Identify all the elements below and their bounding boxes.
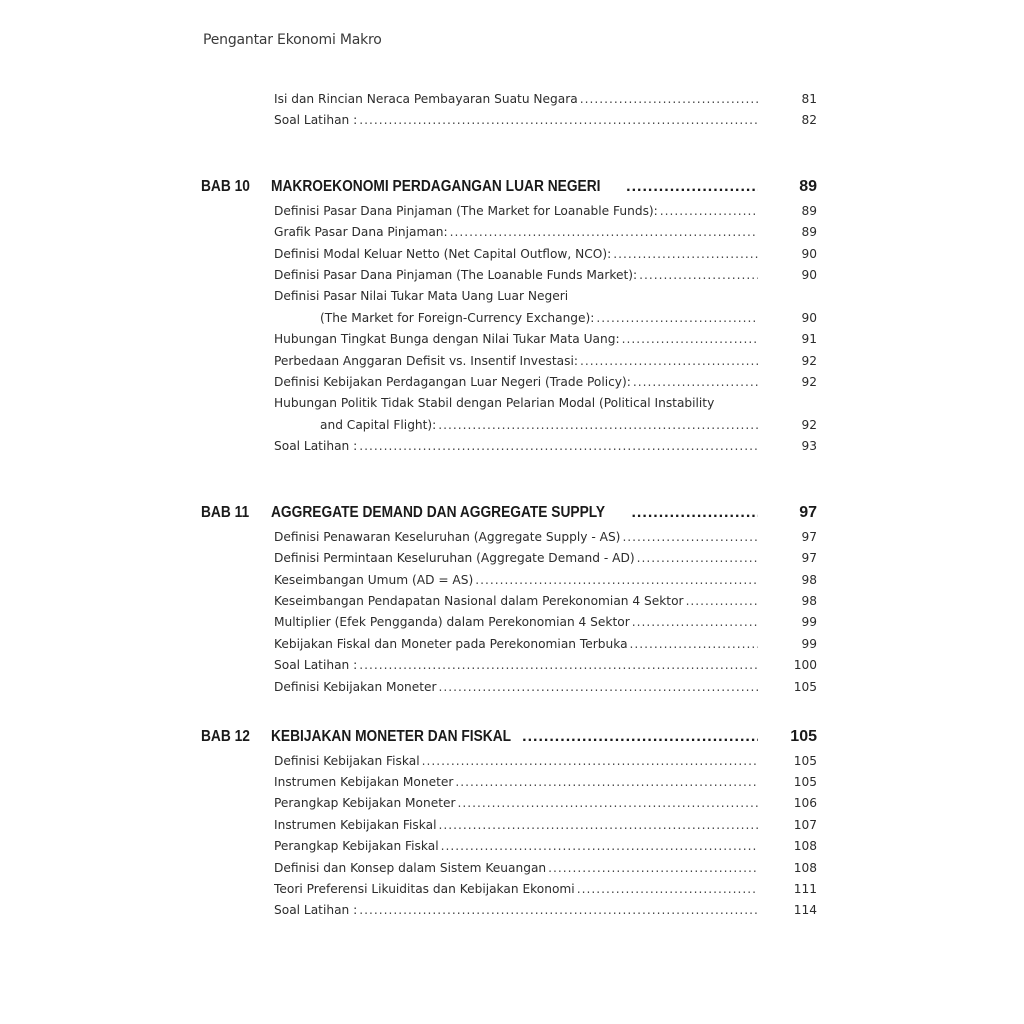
leader-dots [450, 225, 758, 239]
toc-page-number: 89 [801, 204, 817, 218]
running-head: Pengantar Ekonomi Makro [203, 32, 382, 48]
leader-dots [441, 839, 758, 853]
toc-page-number: 82 [801, 113, 817, 127]
toc-entry[interactable] [274, 654, 758, 672]
leader-dots [580, 354, 758, 368]
toc-entry[interactable] [274, 88, 758, 106]
toc-entry-label: Instrumen Kebijakan Fiskal [274, 818, 437, 832]
toc-entry[interactable] [274, 526, 758, 544]
toc-page-number: 105 [793, 754, 817, 768]
leader-dots [631, 504, 758, 522]
chapter-title[interactable] [271, 724, 758, 746]
toc-page-number: 91 [801, 332, 817, 346]
toc-entry[interactable] [274, 633, 758, 651]
toc-entry-label: Instrumen Kebijakan Moneter [274, 775, 454, 789]
toc-entry[interactable] [274, 835, 758, 853]
chapter-title-label: KEBIJAKAN MONETER DAN FISKAL [271, 728, 512, 745]
leader-dots [522, 728, 758, 746]
toc-page-number: 99 [801, 637, 817, 651]
toc-entry-label: Grafik Pasar Dana Pinjaman: [274, 225, 448, 239]
toc-page-number: 98 [801, 594, 817, 608]
toc-entry-label: Definisi Pasar Dana Pinjaman (The Loanable Funds Market): [274, 268, 638, 282]
toc-entry[interactable] [274, 590, 758, 608]
toc-page-number: 106 [793, 796, 817, 810]
toc-page-number: 98 [801, 573, 817, 587]
toc-entry[interactable] [274, 200, 758, 218]
toc-entry-label: Kebijakan Fiskal dan Moneter pada Perekonomian Terbuka [274, 637, 628, 651]
leader-dots [626, 178, 758, 196]
toc-entry[interactable] [274, 350, 758, 368]
chapter-page-number: 89 [799, 178, 817, 195]
toc-entry-label: Definisi Penawaran Keseluruhan (Aggregate Supply - AS) [274, 530, 621, 544]
toc-entry-label: (The Market for Foreign-Currency Exchange): [320, 311, 595, 325]
toc-page-number: 90 [801, 268, 817, 282]
chapter-title[interactable] [271, 500, 758, 522]
toc-entry-label: Definisi Permintaan Keseluruhan (Aggregate Demand - AD) [274, 551, 635, 565]
toc-entry[interactable] [274, 435, 758, 453]
leader-dots [596, 311, 758, 325]
toc-entry[interactable] [274, 547, 758, 565]
leader-dots [686, 594, 758, 608]
leader-dots [359, 439, 758, 453]
leader-dots [359, 658, 758, 672]
toc-page-number: 105 [793, 680, 817, 694]
toc-entry-label: and Capital Flight): [320, 418, 437, 432]
leader-dots [639, 268, 758, 282]
toc-entry-label: Definisi Modal Keluar Netto (Net Capital Outflow, NCO): [274, 247, 612, 261]
leader-dots [630, 637, 758, 651]
leader-dots [577, 882, 758, 896]
leader-dots [359, 113, 758, 127]
chapter-title[interactable] [271, 174, 758, 196]
toc-page-number: 97 [801, 551, 817, 565]
leader-dots [438, 818, 758, 832]
toc-entry[interactable] [274, 792, 758, 810]
toc-entry-label: Soal Latihan : [274, 439, 358, 453]
toc-entry-label: Perangkap Kebijakan Fiskal [274, 839, 439, 853]
leader-dots [458, 796, 758, 810]
chapter-number: BAB 11 [201, 504, 250, 521]
toc-entry-continuation[interactable] [320, 414, 758, 432]
toc-page-number: 93 [801, 439, 817, 453]
toc-entry-label: Definisi Kebijakan Perdagangan Luar Negeri (Trade Policy): [274, 375, 631, 389]
toc-entry-label: Isi dan Rincian Neraca Pembayaran Suatu Negara [274, 92, 578, 106]
toc-entry[interactable] [274, 878, 758, 896]
toc-page-number: 107 [793, 818, 817, 832]
toc-entry-label: Definisi dan Konsep dalam Sistem Keuangan [274, 861, 547, 875]
toc-entry[interactable] [274, 264, 758, 282]
toc-page-number: 92 [801, 418, 817, 432]
toc-page-number: 90 [801, 311, 817, 325]
toc-entry-label: Definisi Pasar Dana Pinjaman (The Market for Loanable Funds): [274, 204, 658, 218]
toc-entry[interactable] [274, 328, 758, 346]
toc-entry-label[interactable]: Hubungan Politik Tidak Stabil dengan Pelarian Modal (Political Instability [274, 396, 715, 410]
toc-entry-continuation[interactable] [320, 307, 758, 325]
toc-page-number: 89 [801, 225, 817, 239]
toc-page-number: 97 [801, 530, 817, 544]
leader-dots [660, 204, 758, 218]
chapter-page-number: 97 [799, 504, 817, 521]
leader-dots [633, 375, 758, 389]
toc-entry-label: Soal Latihan : [274, 658, 358, 672]
toc-entry[interactable] [274, 371, 758, 389]
chapter-page-number: 105 [790, 728, 817, 745]
toc-entry-label: Soal Latihan : [274, 113, 358, 127]
toc-entry-label: Teori Preferensi Likuiditas dan Kebijakan Ekonomi [274, 882, 575, 896]
leader-dots [580, 92, 758, 106]
toc-entry[interactable] [274, 243, 758, 261]
toc-entry[interactable] [274, 814, 758, 832]
toc-page-number: 92 [801, 354, 817, 368]
toc-entry-label: Keseimbangan Pendapatan Nasional dalam Perekonomian 4 Sektor [274, 594, 684, 608]
toc-entry[interactable] [274, 569, 758, 587]
toc-page-number: 105 [793, 775, 817, 789]
toc-page-number: 100 [793, 658, 817, 672]
toc-entry[interactable] [274, 899, 758, 917]
toc-entry[interactable] [274, 109, 758, 127]
leader-dots [422, 754, 758, 768]
leader-dots [455, 775, 758, 789]
leader-dots [613, 247, 758, 261]
toc-entry-label: Perangkap Kebijakan Moneter [274, 796, 456, 810]
toc-entry[interactable] [274, 676, 758, 694]
toc-entry[interactable] [274, 771, 758, 789]
toc-page-number: 99 [801, 615, 817, 629]
leader-dots [632, 615, 758, 629]
leader-dots [439, 680, 758, 694]
chapter-number: BAB 10 [201, 178, 250, 195]
leader-dots [359, 903, 758, 917]
toc-page-number: 108 [793, 861, 817, 875]
toc-page-number: 92 [801, 375, 817, 389]
toc-entry-label: Keseimbangan Umum (AD = AS) [274, 573, 474, 587]
toc-entry-label[interactable]: Definisi Pasar Nilai Tukar Mata Uang Luar Negeri [274, 289, 569, 303]
chapter-title-label: AGGREGATE DEMAND DAN AGGREGATE SUPPLY [271, 504, 606, 521]
toc-page-number: 81 [801, 92, 817, 106]
toc-entry-label: Hubungan Tingkat Bunga dengan Nilai Tukar Mata Uang: [274, 332, 620, 346]
leader-dots [475, 573, 758, 587]
toc-entry-label: Multiplier (Efek Pengganda) dalam Perekonomian 4 Sektor [274, 615, 630, 629]
toc-entry-label: Definisi Kebijakan Fiskal [274, 754, 420, 768]
leader-dots [622, 332, 758, 346]
toc-entry[interactable] [274, 750, 758, 768]
toc-page-number: 108 [793, 839, 817, 853]
toc-page-number: 90 [801, 247, 817, 261]
leader-dots [622, 530, 758, 544]
toc-entry[interactable] [274, 857, 758, 875]
leader-dots [637, 551, 758, 565]
toc-entry-label: Definisi Kebijakan Moneter [274, 680, 437, 694]
leader-dots [548, 861, 758, 875]
toc-entry[interactable] [274, 611, 758, 629]
toc-entry-label: Soal Latihan : [274, 903, 358, 917]
chapter-title-label: MAKROEKONOMI PERDAGANGAN LUAR NEGERI [271, 178, 601, 195]
toc-entry[interactable] [274, 221, 758, 239]
chapter-number: BAB 12 [201, 728, 250, 745]
leader-dots [438, 418, 758, 432]
toc-page-number: 111 [793, 882, 817, 896]
toc-page-number: 114 [793, 903, 817, 917]
toc-entry-label: Perbedaan Anggaran Defisit vs. Insentif Investasi: [274, 354, 578, 368]
